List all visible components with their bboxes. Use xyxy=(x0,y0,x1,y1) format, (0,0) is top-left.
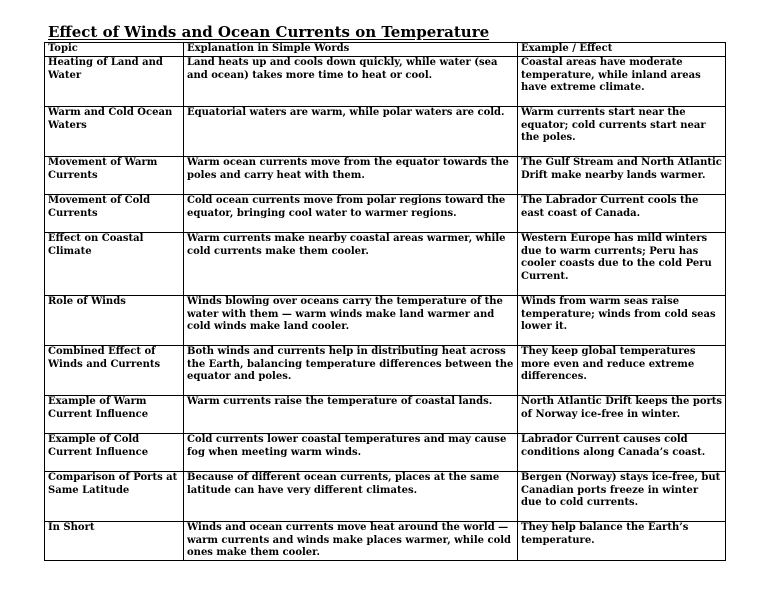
table-row xyxy=(45,107,726,157)
cell-topic: In Short xyxy=(45,522,184,561)
cell-example: Bergen (Norway) stays ice-free, but Canadian ports freeze in winter due to cold currents. xyxy=(518,472,726,522)
cell-topic: Movement of Warm Currents xyxy=(45,157,184,195)
cell-explanation: Equatorial waters are warm, while polar waters are cold. xyxy=(184,107,518,157)
info-table xyxy=(44,42,726,561)
cell-explanation: Winds and ocean currents move heat around the world — warm currents and winds make places warmer, while cold ones make them cooler. xyxy=(184,522,518,561)
table-row xyxy=(45,472,726,522)
header-example: Example / Effect xyxy=(518,43,726,57)
cell-explanation: Warm ocean currents move from the equator towards the poles and carry heat with them. xyxy=(184,157,518,195)
cell-explanation: Warm currents raise the temperature of coastal lands. xyxy=(184,396,518,434)
table-row xyxy=(45,396,726,434)
cell-example: The Gulf Stream and North Atlantic Drift make nearby lands warmer. xyxy=(518,157,726,195)
cell-topic: Warm and Cold Ocean Waters xyxy=(45,107,184,157)
cell-topic: Effect on Coastal Climate xyxy=(45,233,184,296)
table-row xyxy=(45,195,726,233)
table-row xyxy=(45,57,726,107)
cell-explanation: Cold currents lower coastal temperatures and may cause fog when meeting warm winds. xyxy=(184,434,518,472)
table-row xyxy=(45,434,726,472)
cell-explanation: Cold ocean currents move from polar regions toward the equator, bringing cool water to warmer regions. xyxy=(184,195,518,233)
cell-example: Warm currents start near the equator; cold currents start near the poles. xyxy=(518,107,726,157)
cell-explanation: Both winds and currents help in distributing heat across the Earth, balancing temperature differences between the equator and poles. xyxy=(184,346,518,396)
cell-example: They help balance the Earth’s temperature. xyxy=(518,522,726,561)
cell-explanation: Land heats up and cools down quickly, while water (sea and ocean) takes more time to heat or cool. xyxy=(184,57,518,107)
cell-explanation: Warm currents make nearby coastal areas warmer, while cold currents make them cooler. xyxy=(184,233,518,296)
cell-topic: Combined Effect of Winds and Currents xyxy=(45,346,184,396)
table-header-row xyxy=(45,43,726,57)
cell-example: Winds from warm seas raise temperature; winds from cold seas lower it. xyxy=(518,296,726,346)
cell-topic: Example of Warm Current Influence xyxy=(45,396,184,434)
document-page xyxy=(44,22,725,561)
document-title: Effect of Winds and Ocean Currents on Temperature xyxy=(48,23,490,41)
cell-topic: Comparison of Ports at Same Latitude xyxy=(45,472,184,522)
header-topic: Topic xyxy=(45,43,184,57)
cell-explanation: Because of different ocean currents, places at the same latitude can have very different climates. xyxy=(184,472,518,522)
table-row xyxy=(45,296,726,346)
table-row xyxy=(45,233,726,296)
table-row xyxy=(45,522,726,561)
header-explanation: Explanation in Simple Words xyxy=(184,43,518,57)
cell-topic: Role of Winds xyxy=(45,296,184,346)
cell-topic: Heating of Land and Water xyxy=(45,57,184,107)
cell-example: North Atlantic Drift keeps the ports of Norway ice-free in winter. xyxy=(518,396,726,434)
cell-example: Labrador Current causes cold conditions along Canada’s coast. xyxy=(518,434,726,472)
cell-topic: Movement of Cold Currents xyxy=(45,195,184,233)
cell-example: Coastal areas have moderate temperature, while inland areas have extreme climate. xyxy=(518,57,726,107)
cell-topic: Example of Cold Current Influence xyxy=(45,434,184,472)
table-row xyxy=(45,157,726,195)
cell-example: Western Europe has mild winters due to warm currents; Peru has cooler coasts due to the cold Peru Current. xyxy=(518,233,726,296)
cell-example: They keep global temperatures more even and reduce extreme differences. xyxy=(518,346,726,396)
cell-example: The Labrador Current cools the east coast of Canada. xyxy=(518,195,726,233)
table-row xyxy=(45,346,726,396)
cell-explanation: Winds blowing over oceans carry the temperature of the water with them — warm winds make land warmer and cold winds make land cooler. xyxy=(184,296,518,346)
